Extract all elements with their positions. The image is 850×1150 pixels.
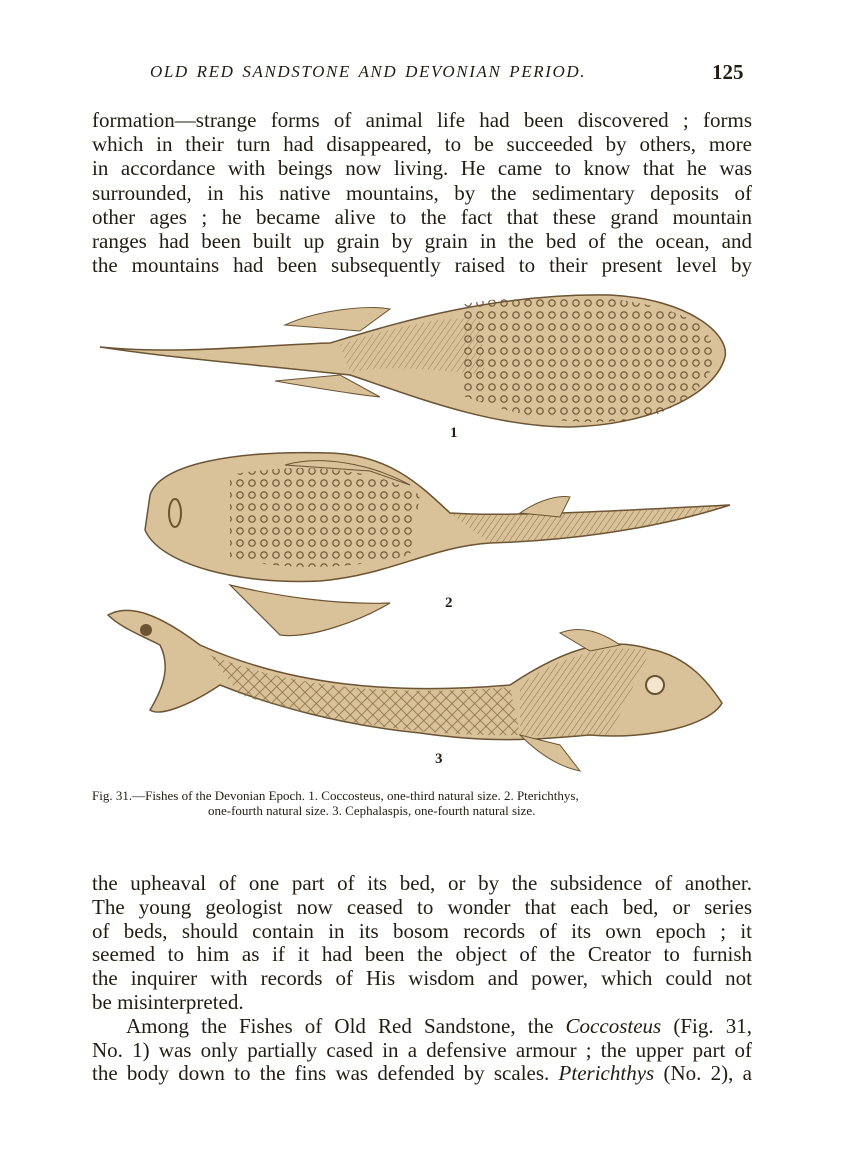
figure-caption [92,788,762,818]
fish-engravings [90,285,750,785]
text-line: of beds, should contain in its bosom records of its own epoch ; it [92,918,752,943]
figure-label-1: 1 [450,425,458,441]
bottom-paragraph [92,872,752,1086]
figure-label-2: 2 [445,595,453,611]
text-line: seemed to him as if it had been the object of the Creator to furnish [92,942,752,967]
italic-genus-name: Coccosteus [565,1013,662,1038]
text-run: (Fig. 31, [661,1013,752,1038]
text-line [92,1062,752,1086]
running-title: OLD RED SANDSTONE AND DEVONIAN PERIOD. [150,62,587,81]
fossil-fish-illustration [90,285,750,785]
top-paragraph [92,108,752,277]
text-line: the inquirer with records of His wisdom and power, which could not [92,966,752,991]
pterichthys-drawing [145,453,730,636]
coccosteus-drawing [100,295,725,427]
text-line: surrounded, in his native mountains, by the sedimentary deposits of [92,180,752,205]
text-line: which in their turn had disappeared, to be succeeded by others, more [92,132,752,157]
caption-line: one-fourth natural size. 3. Cephalaspis, one-fourth natural size. [208,803,536,818]
text-run: the body down to the fins was defended by scales. [92,1061,559,1086]
text-line: The young geologist now ceased to wonder that each bed, or series [92,894,752,919]
text-line: formation—strange forms of animal life had been discovered ; forms [92,108,752,132]
text-line: the upheaval of one part of its bed, or by the subsidence of another. [92,871,752,895]
text-line [92,1015,752,1039]
text-run: (No. 2), a [654,1061,752,1086]
text-run: Among the Fishes of Old Red Sandstone, the [126,1013,566,1038]
cephalaspis-drawing [108,610,722,771]
text-line: in accordance with beings now living. He came to know that he was [92,156,752,181]
text-line: be misinterpreted. [92,989,244,1014]
italic-genus-name: Pterichthys [558,1061,655,1086]
text-line: other ages ; he became alive to the fact that these grand mountain [92,204,752,229]
text-line: No. 1) was only partially cased in a defensive armour ; the upper part of [92,1037,752,1062]
page-number: 125 [712,60,744,84]
caption-line: Fig. 31.—Fishes of the Devonian Epoch. 1. Coccosteus, one-third natural size. 2. Pterichthys, [92,788,579,803]
text-line: the mountains had been subsequently raised to their present level by [92,253,752,278]
text-line: ranges had been built up grain by grain in the bed of the ocean, and [92,229,752,254]
figure-label-3: 3 [435,751,443,767]
